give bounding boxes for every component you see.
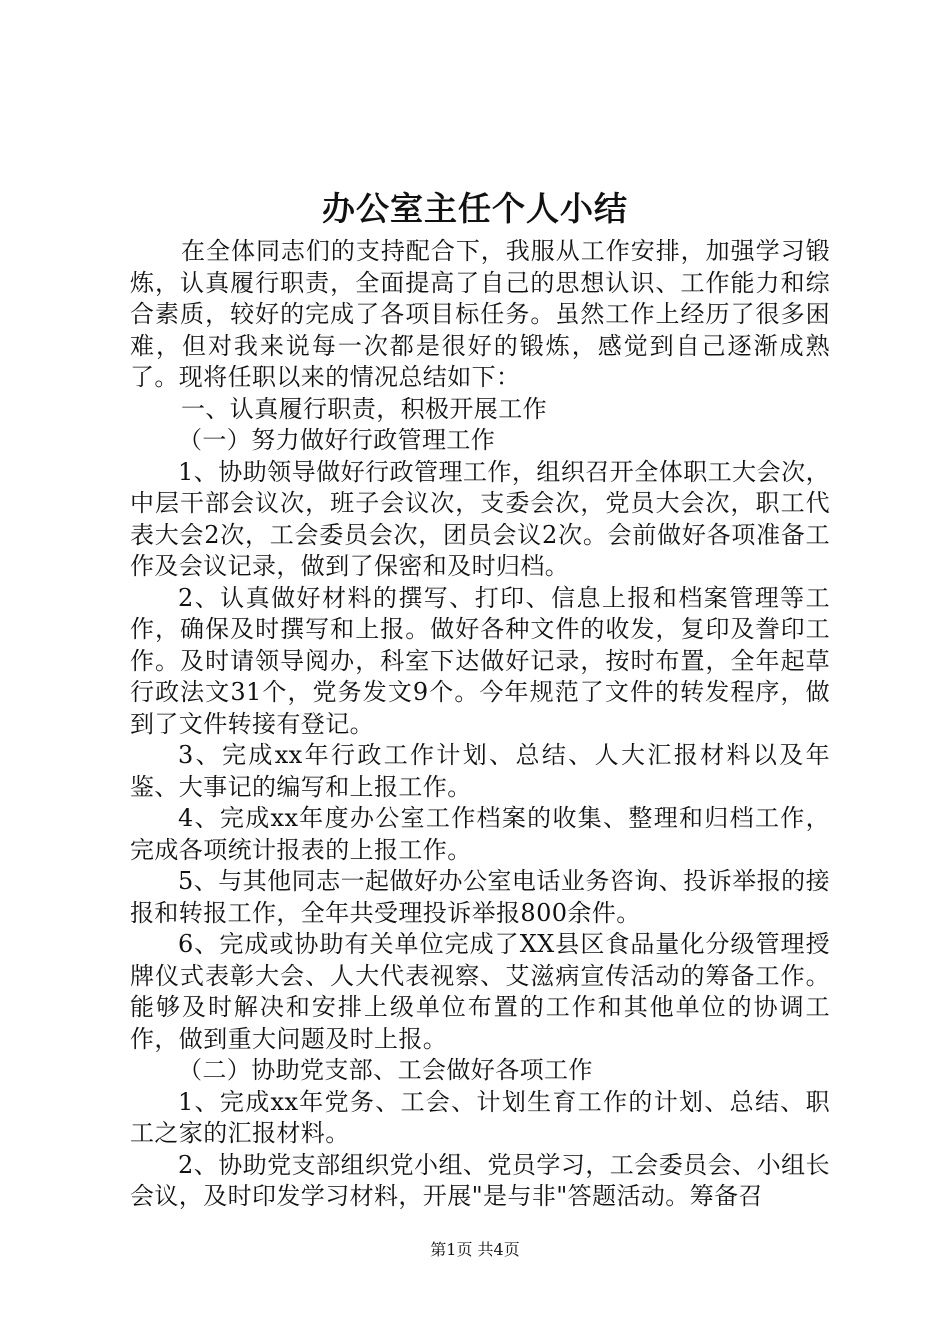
list-item: 1、完成xx年党务、工会、计划生育工作的计划、总结、职工之家的汇报材料。: [130, 1087, 830, 1147]
document-title: 办公室主任个人小结: [322, 189, 628, 228]
list-item: 4、完成xx年度办公室工作档案的收集、整理和归档工作，完成各项统计报表的上报工作。: [130, 804, 830, 864]
intro-paragraph: 在全体同志们的支持配合下，我服从工作安排，加强学习锻炼，认真履行职责，全面提高了自己的思想认识、工作能力和综合素质，较好的完成了各项目标任务。虽然工作上经历了很多困难，但对我来说每一次都是很好的锻炼，感觉到自己逐渐成熟了。现将任职以来的情况总结如下：: [130, 237, 830, 391]
list-item: 5、与其他同志一起做好办公室电话业务咨询、投诉举报的接报和转报工作，全年共受理投诉举报800余件。: [130, 867, 830, 927]
subsection-heading-2: （二）协助党支部、工会做好各项工作: [178, 1056, 593, 1084]
list-item: 1、协助领导做好行政管理工作，组织召开全体职工大会次，中层干部会议次，班子会议次，支委会次，党员大会次，职工代表大会2次，工会委员会次，团员会议2次。会前做好各项准备工作及会议记录，做到了保密和及时归档。: [130, 457, 830, 580]
list-item: 3、完成xx年行政工作计划、总结、人大汇报材料以及年鉴、大事记的编写和上报工作。: [130, 741, 830, 801]
document-body: [130, 236, 830, 1213]
page-footer: 第1页 共4页: [430, 1240, 520, 1259]
section-heading-1: 一、认真履行职责，积极开展工作: [181, 394, 547, 423]
list-item: 6、完成或协助有关单位完成了XX县区食品量化分级管理授牌仪式表彰大会、人大代表视察、艾滋病宣传活动的筹备工作。能够及时解决和安排上级单位布置的工作和其他单位的协调工作，做到重大问题及时上报。: [130, 930, 830, 1053]
list-item: 2、协助党支部组织党小组、党员学习，工会委员会、小组长会议，及时印发学习材料，开展"是与非"答题活动。筹备召: [130, 1150, 830, 1210]
list-item: 2、认真做好材料的撰写、打印、信息上报和档案管理等工作，确保及时撰写和上报。做好各种文件的收发，复印及誊印工作。及时请领导阅办，科室下达做好记录，按时布置，全年起草行政法文31个，党务发文9个。今年规范了文件的转发程序，做到了文件转接有登记。: [130, 583, 830, 738]
subsection-heading-1: （一）努力做好行政管理工作: [178, 426, 496, 454]
